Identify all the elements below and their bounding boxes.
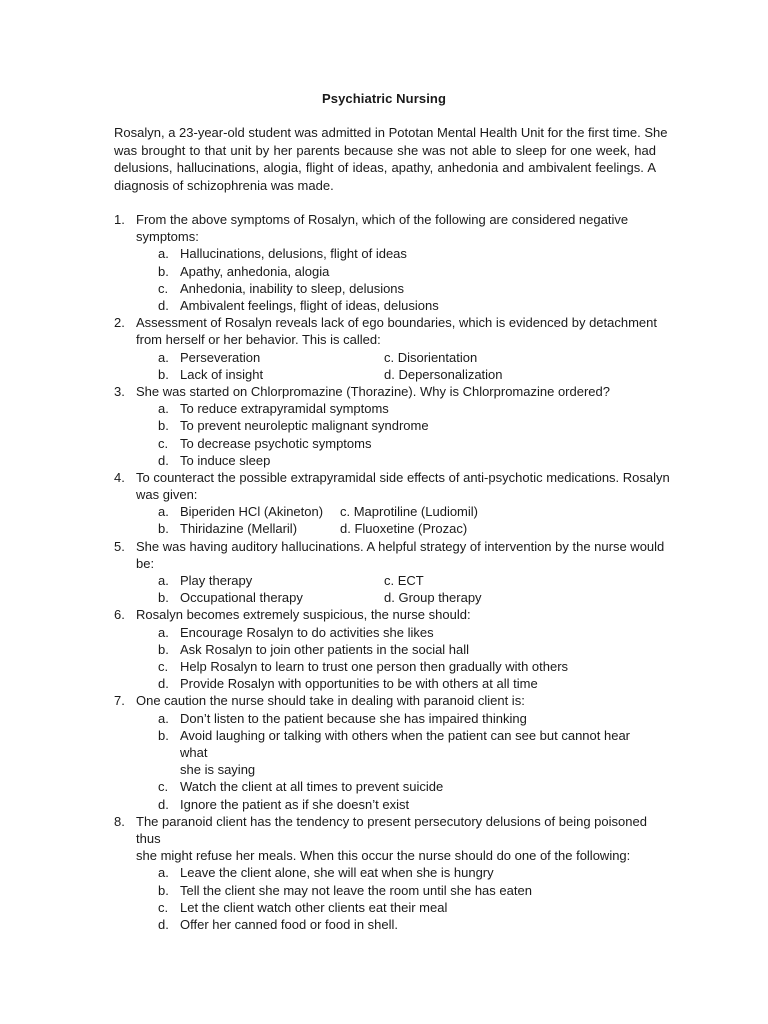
option-item xyxy=(158,675,674,692)
option-letter: c. xyxy=(158,280,169,296)
option-item xyxy=(158,778,674,795)
option-item xyxy=(158,796,674,813)
option-letter: b. xyxy=(158,727,169,743)
question-text xyxy=(136,606,674,623)
question-text-line: from herself or her behavior. This is called: xyxy=(136,332,381,348)
option-text-right: c. ECT xyxy=(384,573,424,589)
option-text: Tell the client she may not leave the room until she has eaten xyxy=(180,882,532,898)
question-text-line: She was started on Chlorpromazine (Thorazine). Why is Chlorpromazine ordered? xyxy=(136,383,610,399)
page-title: Psychiatric Nursing xyxy=(322,91,446,106)
question-item xyxy=(114,813,674,933)
question-text-line: symptoms: xyxy=(136,229,199,245)
option-item xyxy=(158,452,674,469)
intro-line: diagnosis of schizophrenia was made. xyxy=(114,177,334,193)
question-text xyxy=(136,813,674,865)
question-number: 2. xyxy=(114,315,125,331)
option-text: Encourage Rosalyn to do activities she likes xyxy=(180,624,434,640)
question-text xyxy=(136,538,674,572)
option-text: Provide Rosalyn with opportunities to be with others at all time xyxy=(180,676,538,692)
question-item xyxy=(114,692,674,812)
option-letter: d. xyxy=(158,452,169,468)
question-number: 8. xyxy=(114,813,125,829)
option-item xyxy=(158,297,674,314)
option-letter: c. xyxy=(158,659,169,675)
option-letter: b. xyxy=(158,263,169,279)
option-letter: a. xyxy=(158,624,169,640)
option-item xyxy=(158,882,674,899)
option-item xyxy=(158,916,674,933)
option-text: Anhedonia, inability to sleep, delusions xyxy=(180,280,405,296)
option-item xyxy=(158,263,674,280)
option-letter: d. xyxy=(158,796,169,812)
intro-line: delusions, hallucinations, alogia, flight of ideas, apathy, anhedonia and ambivalent feelings. A xyxy=(114,160,656,175)
option-text: Thiridazine (Mellaril) xyxy=(180,521,298,537)
option-item xyxy=(158,727,674,779)
question-item xyxy=(114,469,674,538)
options-list xyxy=(158,710,674,813)
question-text-line: The paranoid client has the tendency to present persecutory delusions of being poisoned thus xyxy=(136,813,647,846)
question-number: 6. xyxy=(114,607,125,623)
question-text-line: Assessment of Rosalyn reveals lack of ego boundaries, which is evidenced by detachment xyxy=(136,315,658,331)
question-text xyxy=(136,469,674,503)
option-letter: c. xyxy=(158,779,169,795)
option-item xyxy=(158,417,674,434)
option-item xyxy=(158,245,674,262)
options-list xyxy=(158,864,674,933)
option-text: Ignore the patient as if she doesn’t exist xyxy=(180,796,410,812)
question-text-line: One caution the nurse should take in dealing with paranoid client is: xyxy=(136,693,525,709)
question-text-line: was given: xyxy=(136,487,198,503)
options-list xyxy=(158,245,674,314)
option-text xyxy=(180,727,640,779)
question-text-line: To counteract the possible extrapyramidal side effects of anti-psychotic medications. Rosalyn xyxy=(136,469,670,485)
option-letter: d. xyxy=(158,297,169,313)
question-text-line: be: xyxy=(136,555,155,571)
option-text: Occupational therapy xyxy=(180,590,303,606)
question-text xyxy=(136,692,674,709)
question-text-line: she might refuse her meals. When this occur the nurse should do one of the following: xyxy=(136,848,631,864)
option-letter: d. xyxy=(158,676,169,692)
question-text xyxy=(136,211,674,245)
option-letter: a. xyxy=(158,865,169,881)
option-letter: a. xyxy=(158,349,169,365)
option-letter: a. xyxy=(158,401,169,417)
option-text-right: d. Depersonalization xyxy=(384,366,503,382)
option-letter: b. xyxy=(158,418,169,434)
option-row xyxy=(158,503,674,520)
option-text: Offer her canned food or food in shell. xyxy=(180,916,399,932)
option-item xyxy=(158,658,674,675)
options-list xyxy=(158,400,674,469)
option-text: Lack of insight xyxy=(180,366,264,382)
option-letter: a. xyxy=(158,246,169,262)
option-row xyxy=(158,572,674,589)
option-text-line: Avoid laughing or talking with others when the patient can see but cannot hear what xyxy=(180,727,631,760)
option-letter: a. xyxy=(158,710,169,726)
option-text: Leave the client alone, she will eat when she is hungry xyxy=(180,865,494,881)
option-text: Ask Rosalyn to join other patients in the social hall xyxy=(180,641,470,657)
option-letter: b. xyxy=(158,521,169,537)
option-text: Help Rosalyn to learn to trust one person then gradually with others xyxy=(180,659,569,675)
question-number: 1. xyxy=(114,212,125,227)
question-item xyxy=(114,314,674,383)
option-text: Don’t listen to the patient because she has impaired thinking xyxy=(180,710,527,726)
option-item xyxy=(158,435,674,452)
question-number: 3. xyxy=(114,383,125,399)
option-letter: a. xyxy=(158,573,169,589)
option-text: Biperiden HCl (Akineton) xyxy=(180,504,324,520)
option-text: Let the client watch other clients eat their meal xyxy=(180,899,448,915)
option-text: Watch the client at all times to prevent suicide xyxy=(180,779,444,795)
question-item xyxy=(114,538,674,607)
question-text xyxy=(136,314,674,348)
intro-paragraph xyxy=(114,124,668,194)
options-list xyxy=(158,572,674,606)
option-letter: a. xyxy=(158,504,169,520)
option-letter: b. xyxy=(158,641,169,657)
option-text: To induce sleep xyxy=(180,452,271,468)
option-row xyxy=(158,366,674,383)
option-text: Apathy, anhedonia, alogia xyxy=(180,263,330,279)
option-item xyxy=(158,641,674,658)
options-list xyxy=(158,349,674,383)
option-item xyxy=(158,400,674,417)
options-list xyxy=(158,503,674,537)
option-item xyxy=(158,280,674,297)
question-text-line: She was having auditory hallucinations. A helpful strategy of intervention by the nurse would xyxy=(136,538,665,554)
option-text-right: c. Disorientation xyxy=(384,349,478,365)
question-item xyxy=(114,383,674,469)
option-item xyxy=(158,864,674,881)
option-letter: b. xyxy=(158,882,169,898)
option-item xyxy=(158,899,674,916)
question-number: 7. xyxy=(114,693,125,709)
option-text: Hallucinations, delusions, flight of ideas xyxy=(180,246,407,262)
intro-line: Rosalyn, a 23-year-old student was admitted in Pototan Mental Health Unit for the first time. She xyxy=(114,125,668,140)
option-row xyxy=(158,349,674,366)
option-text: Play therapy xyxy=(180,573,253,589)
option-letter: d. xyxy=(158,916,169,932)
option-item xyxy=(158,624,674,641)
question-text-line: Rosalyn becomes extremely suspicious, the nurse should: xyxy=(136,607,471,623)
options-list xyxy=(158,624,674,693)
option-text: Perseveration xyxy=(180,349,261,365)
option-text: To decrease psychotic symptoms xyxy=(180,435,372,451)
question-text-line: From the above symptoms of Rosalyn, which of the following are considered negative xyxy=(136,212,629,227)
intro-line: was brought to that unit by her parents because she was not able to sleep for one week, had xyxy=(114,142,656,158)
question-item xyxy=(114,211,674,314)
option-row xyxy=(158,520,674,537)
option-letter: c. xyxy=(158,899,169,915)
option-text: To prevent neuroleptic malignant syndrome xyxy=(180,418,429,434)
option-text-right: c. Maprotiline (Ludiomil) xyxy=(340,504,478,520)
option-text-right: d. Group therapy xyxy=(384,590,482,606)
option-letter: b. xyxy=(158,366,169,382)
question-number: 4. xyxy=(114,469,125,485)
question-text xyxy=(136,383,674,400)
question-list xyxy=(114,211,674,933)
option-letter: c. xyxy=(158,435,169,451)
option-text-line: she is saying xyxy=(180,762,256,778)
option-letter: b. xyxy=(158,590,169,606)
question-item xyxy=(114,606,674,692)
option-item xyxy=(158,710,674,727)
option-text-right: d. Fluoxetine (Prozac) xyxy=(340,521,468,537)
question-number: 5. xyxy=(114,538,125,554)
option-row xyxy=(158,589,674,606)
option-text: To reduce extrapyramidal symptoms xyxy=(180,401,389,417)
option-text: Ambivalent feelings, flight of ideas, delusions xyxy=(180,297,439,313)
